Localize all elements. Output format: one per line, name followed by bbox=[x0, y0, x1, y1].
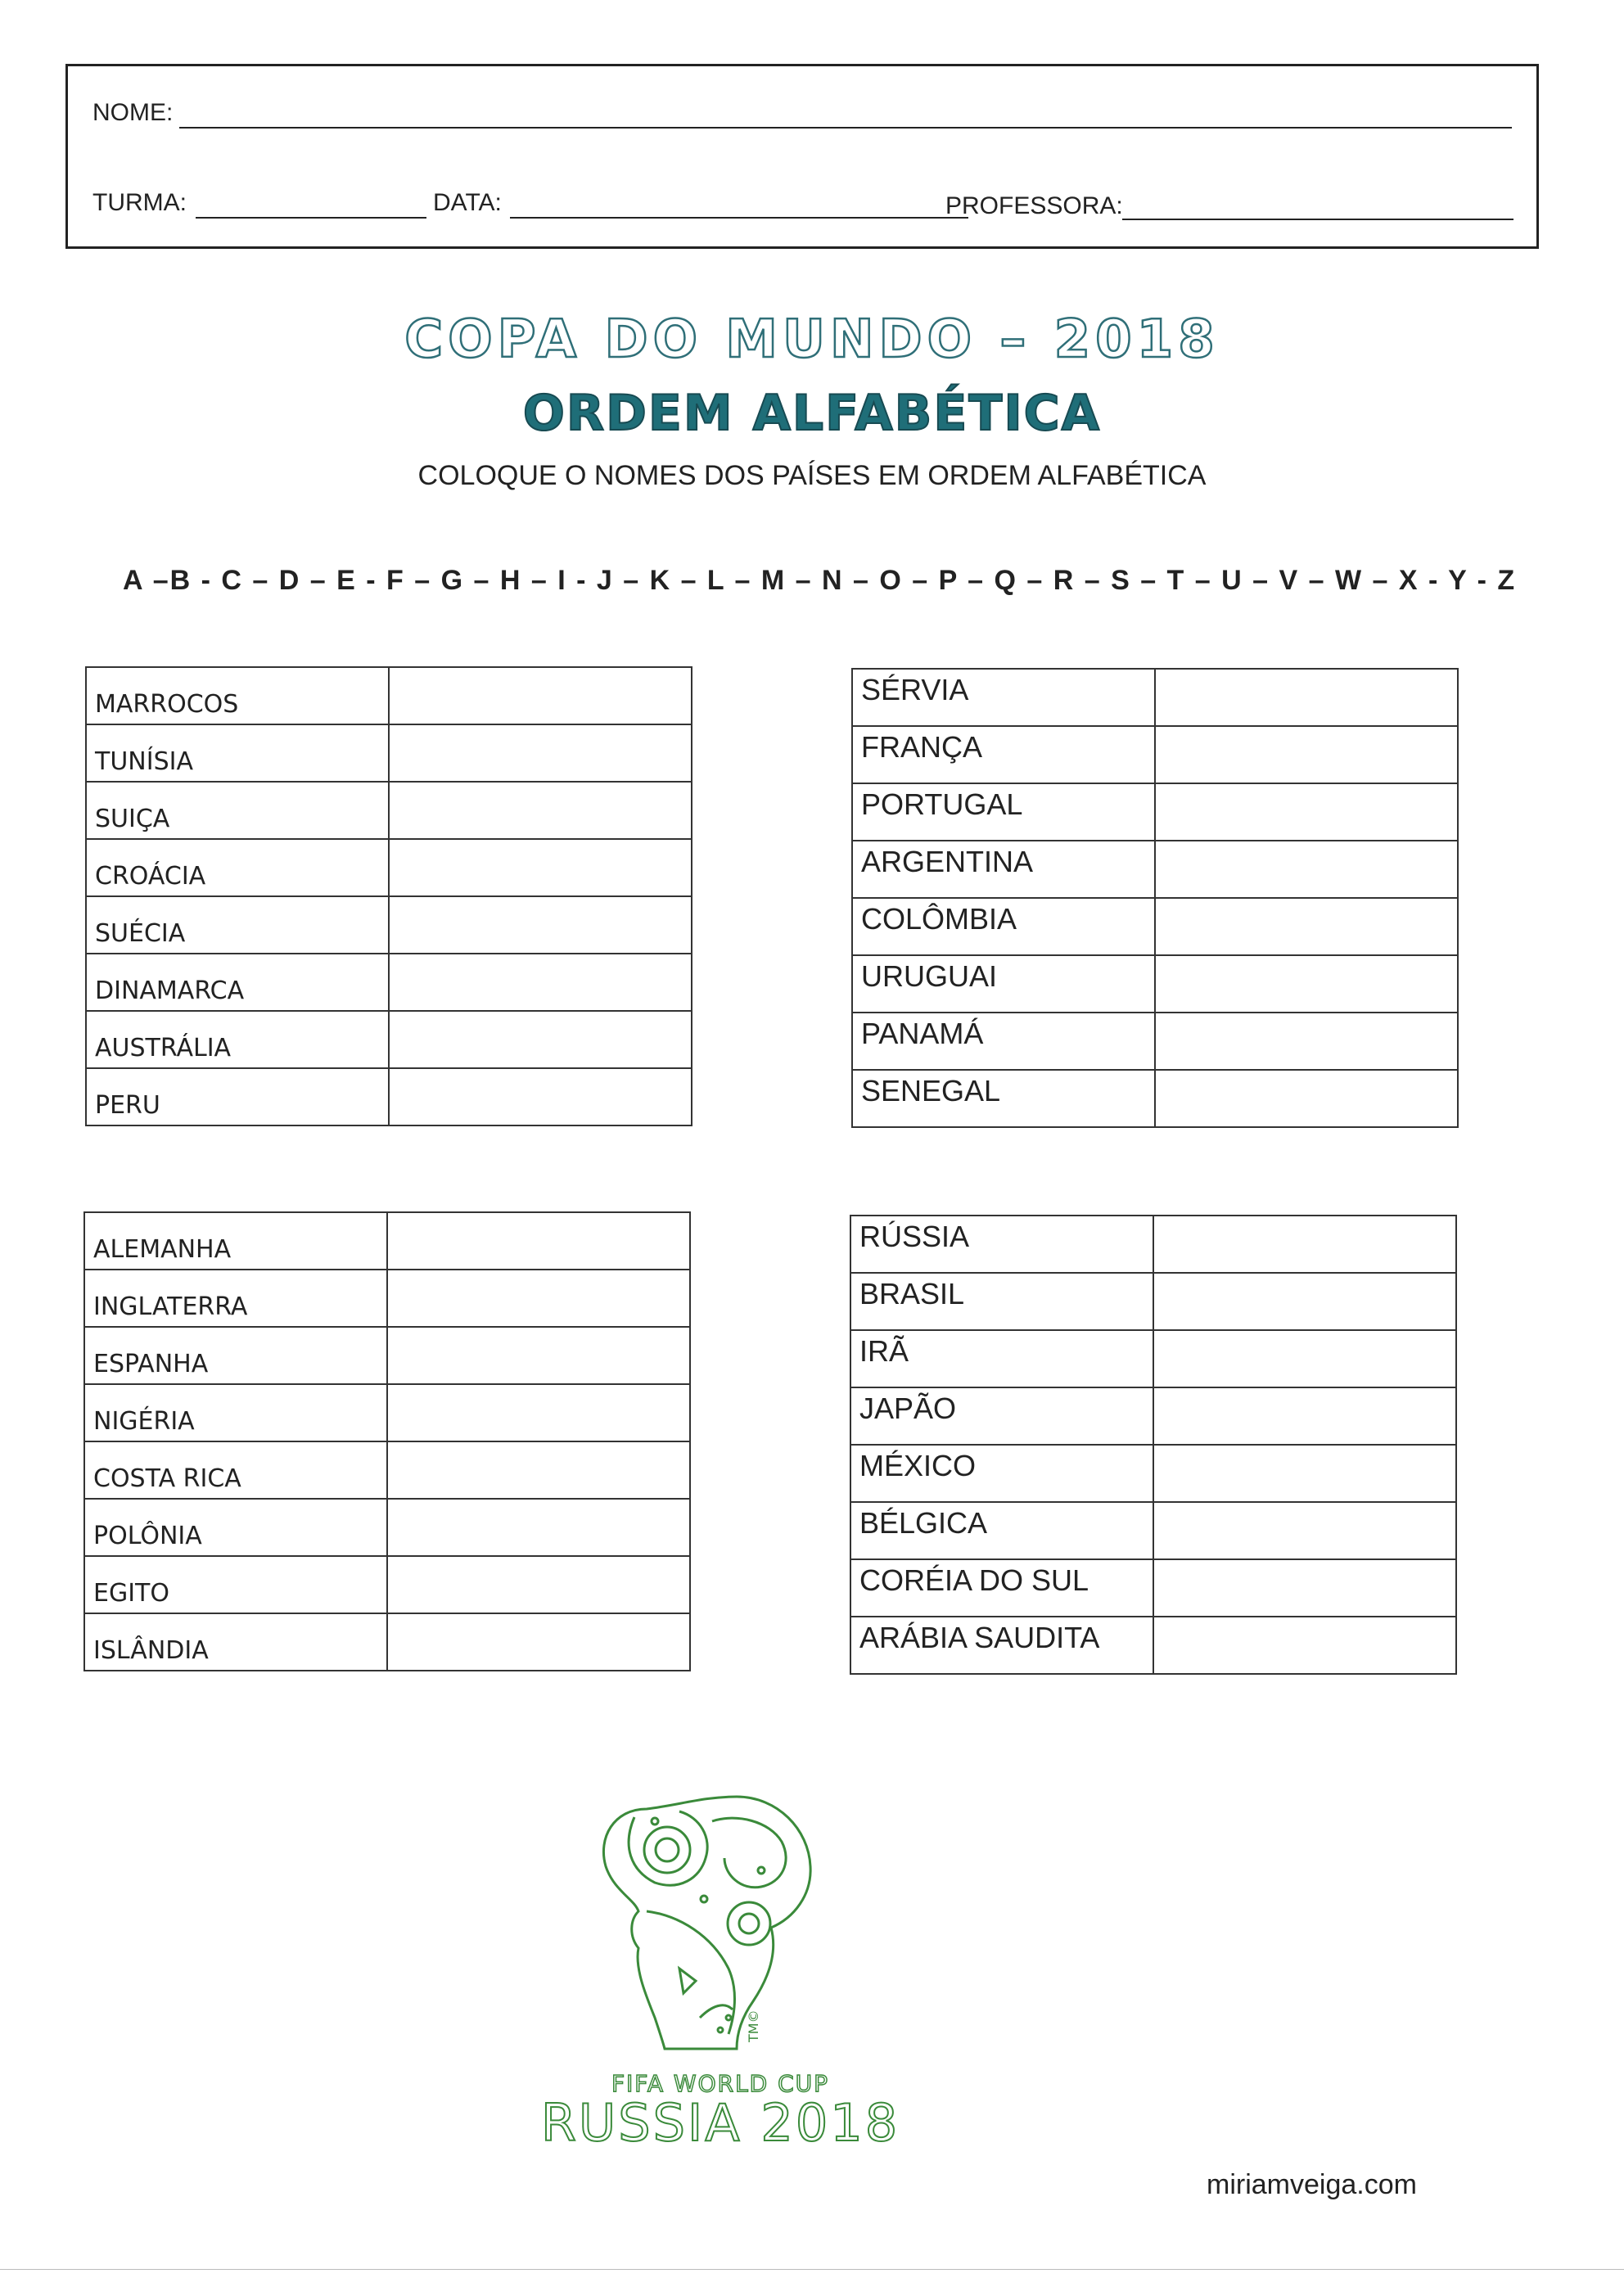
country-name-cell: BÉLGICA bbox=[850, 1502, 1153, 1559]
answer-cell[interactable] bbox=[1153, 1216, 1456, 1273]
answer-cell[interactable] bbox=[389, 782, 692, 839]
country-name-cell: POLÔNIA bbox=[84, 1499, 387, 1556]
answer-cell[interactable] bbox=[1153, 1559, 1456, 1617]
country-table-top-left bbox=[85, 666, 692, 1126]
page-edge-line bbox=[0, 2269, 1624, 2270]
trademark-text: TM© bbox=[746, 2010, 761, 2042]
country-name-cell: JAPÃO bbox=[850, 1387, 1153, 1445]
professora-label: PROFESSORA: bbox=[945, 192, 1123, 219]
table-row bbox=[86, 839, 692, 896]
country-name-cell: MÉXICO bbox=[850, 1445, 1153, 1502]
country-table-top-right bbox=[851, 668, 1459, 1128]
country-name-cell: MARROCOS bbox=[86, 667, 389, 724]
table-row bbox=[84, 1441, 690, 1499]
country-name-cell: SUÉCIA bbox=[86, 896, 389, 954]
answer-cell[interactable] bbox=[1153, 1445, 1456, 1502]
nome-label: NOME: bbox=[92, 99, 174, 126]
student-info-box bbox=[65, 64, 1539, 249]
answer-cell[interactable] bbox=[389, 954, 692, 1011]
answer-cell[interactable] bbox=[387, 1212, 690, 1270]
table-row bbox=[86, 724, 692, 782]
table-row bbox=[852, 898, 1458, 955]
table-row bbox=[852, 1070, 1458, 1127]
table-row bbox=[852, 726, 1458, 783]
country-name-cell: ESPANHA bbox=[84, 1327, 387, 1384]
answer-cell[interactable] bbox=[389, 1011, 692, 1068]
country-name-cell: NIGÉRIA bbox=[84, 1384, 387, 1441]
country-name-cell: EGITO bbox=[84, 1556, 387, 1613]
table-row bbox=[84, 1270, 690, 1327]
table-row bbox=[850, 1273, 1456, 1330]
nome-field[interactable] bbox=[179, 127, 1512, 129]
answer-cell[interactable] bbox=[1153, 1617, 1456, 1674]
turma-field[interactable] bbox=[196, 217, 426, 219]
country-name-cell: FRANÇA bbox=[852, 726, 1155, 783]
answer-cell[interactable] bbox=[387, 1613, 690, 1671]
country-name-cell: COSTA RICA bbox=[84, 1441, 387, 1499]
table-row bbox=[84, 1212, 690, 1270]
table-row bbox=[852, 955, 1458, 1013]
answer-cell[interactable] bbox=[1153, 1387, 1456, 1445]
data-label: DATA: bbox=[433, 189, 502, 216]
table-row bbox=[850, 1216, 1456, 1273]
table-row bbox=[84, 1327, 690, 1384]
answer-cell[interactable] bbox=[387, 1499, 690, 1556]
answer-cell[interactable] bbox=[387, 1384, 690, 1441]
table-row bbox=[86, 1068, 692, 1125]
table-row bbox=[852, 1013, 1458, 1070]
table-row bbox=[84, 1384, 690, 1441]
table-row bbox=[850, 1617, 1456, 1674]
answer-cell[interactable] bbox=[389, 1068, 692, 1125]
country-name-cell: ALEMANHA bbox=[84, 1212, 387, 1270]
country-name-cell: SÉRVIA bbox=[852, 669, 1155, 726]
website-credit: miriamveiga.com bbox=[1207, 2169, 1417, 2200]
answer-cell[interactable] bbox=[387, 1327, 690, 1384]
answer-cell[interactable] bbox=[387, 1441, 690, 1499]
answer-cell[interactable] bbox=[1155, 1070, 1458, 1127]
answer-cell[interactable] bbox=[389, 839, 692, 896]
country-name-cell: INGLATERRA bbox=[84, 1270, 387, 1327]
country-name-cell: SUIÇA bbox=[86, 782, 389, 839]
alphabet-guide: A –B - C – D – E - F – G – H – I - J – K – L – M – N – O – P – Q – R – S – T – U – V – W – X - Y - Z bbox=[123, 565, 1517, 596]
answer-cell[interactable] bbox=[1155, 669, 1458, 726]
country-name-cell: PANAMÁ bbox=[852, 1013, 1155, 1070]
answer-cell[interactable] bbox=[389, 667, 692, 724]
table-row bbox=[852, 841, 1458, 898]
table-row bbox=[852, 783, 1458, 841]
table-row bbox=[852, 669, 1458, 726]
country-name-cell: TUNÍSIA bbox=[86, 724, 389, 782]
table-row bbox=[86, 1011, 692, 1068]
country-name-cell: COLÔMBIA bbox=[852, 898, 1155, 955]
country-name-cell: URUGUAI bbox=[852, 955, 1155, 1013]
table-row bbox=[850, 1330, 1456, 1387]
worksheet-title: COPA DO MUNDO – 2018 bbox=[404, 309, 1220, 370]
logo-line2: RUSSIA 2018 bbox=[540, 2093, 900, 2153]
worksheet-subtitle: ORDEM ALFABÉTICA bbox=[522, 385, 1102, 442]
answer-cell[interactable] bbox=[1155, 841, 1458, 898]
country-table-bottom-right bbox=[850, 1215, 1457, 1675]
logo-line1: FIFA WORLD CUP bbox=[611, 2070, 830, 2097]
country-name-cell: ARÁBIA SAUDITA bbox=[850, 1617, 1153, 1674]
answer-cell[interactable] bbox=[1155, 783, 1458, 841]
turma-label: TURMA: bbox=[92, 189, 187, 216]
country-name-cell: IRÃ bbox=[850, 1330, 1153, 1387]
answer-cell[interactable] bbox=[389, 724, 692, 782]
country-name-cell: SENEGAL bbox=[852, 1070, 1155, 1127]
country-name-cell: AUSTRÁLIA bbox=[86, 1011, 389, 1068]
country-name-cell: ISLÂNDIA bbox=[84, 1613, 387, 1671]
answer-cell[interactable] bbox=[1153, 1330, 1456, 1387]
data-field[interactable] bbox=[510, 217, 968, 219]
country-table-bottom-left bbox=[83, 1211, 691, 1671]
table-row bbox=[86, 954, 692, 1011]
answer-cell[interactable] bbox=[387, 1270, 690, 1327]
answer-cell[interactable] bbox=[1153, 1273, 1456, 1330]
country-name-cell: BRASIL bbox=[850, 1273, 1153, 1330]
country-name-cell: CROÁCIA bbox=[86, 839, 389, 896]
table-row bbox=[84, 1556, 690, 1613]
instruction-text: COLOQUE O NOMES DOS PAÍSES EM ORDEM ALFABÉTICA bbox=[417, 460, 1207, 491]
country-name-cell: DINAMARCA bbox=[86, 954, 389, 1011]
table-row bbox=[84, 1613, 690, 1671]
world-cup-trophy-icon bbox=[491, 1772, 950, 2165]
table-row bbox=[850, 1559, 1456, 1617]
answer-cell[interactable] bbox=[1155, 898, 1458, 955]
table-row bbox=[850, 1387, 1456, 1445]
country-name-cell: ARGENTINA bbox=[852, 841, 1155, 898]
table-row bbox=[86, 782, 692, 839]
answer-cell[interactable] bbox=[1153, 1502, 1456, 1559]
table-row bbox=[86, 896, 692, 954]
table-row bbox=[84, 1499, 690, 1556]
table-row bbox=[850, 1502, 1456, 1559]
country-name-cell: RÚSSIA bbox=[850, 1216, 1153, 1273]
answer-cell[interactable] bbox=[1155, 1013, 1458, 1070]
table-row bbox=[86, 667, 692, 724]
table-row bbox=[850, 1445, 1456, 1502]
answer-cell[interactable] bbox=[389, 896, 692, 954]
answer-cell[interactable] bbox=[387, 1556, 690, 1613]
professora-field[interactable] bbox=[1122, 219, 1513, 220]
country-name-cell: PORTUGAL bbox=[852, 783, 1155, 841]
answer-cell[interactable] bbox=[1155, 726, 1458, 783]
country-name-cell: CORÉIA DO SUL bbox=[850, 1559, 1153, 1617]
country-name-cell: PERU bbox=[86, 1068, 389, 1125]
answer-cell[interactable] bbox=[1155, 955, 1458, 1013]
